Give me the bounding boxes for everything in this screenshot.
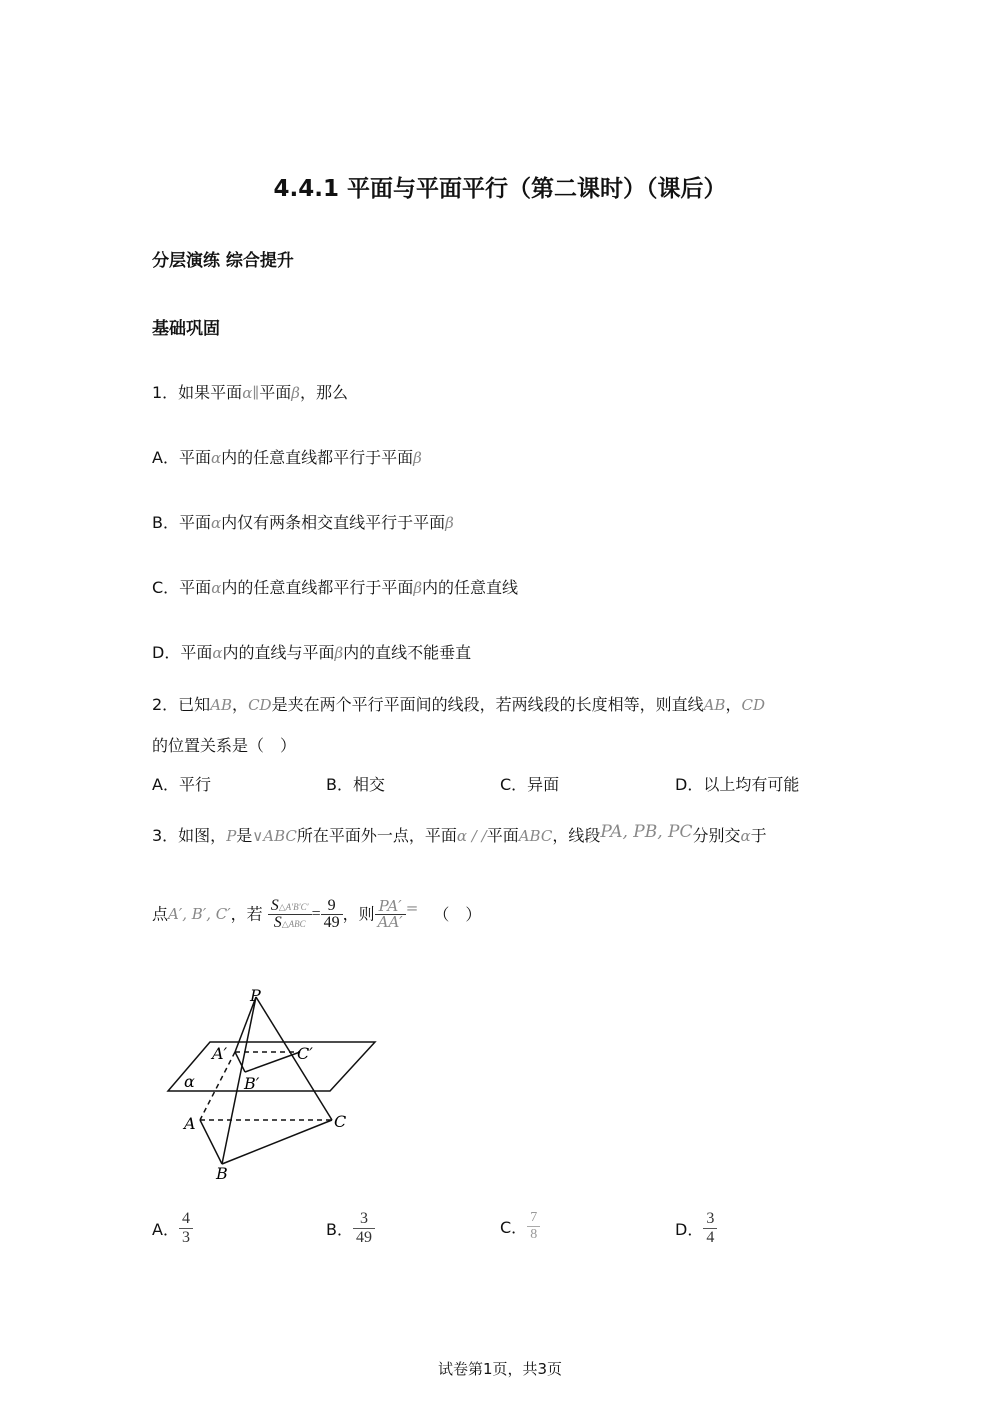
edge-PA-upper	[235, 997, 256, 1052]
label-A-prime: A′	[212, 1044, 228, 1063]
label-P: P	[250, 986, 261, 1005]
question-3-option-d: D． $\frac{3}{4}$	[675, 1210, 717, 1247]
question-3-option-a: A． $\frac{4}{3}$	[152, 1210, 193, 1247]
question-1-option-b: B．平面α内仅有两条相交直线平行于平面β	[152, 513, 454, 532]
question-3-option-c: C． $\frac{7}{8}$	[500, 1210, 540, 1243]
area-ratio-fraction: $\frac{S\triangle A'B'C'}{\text{S△ABC}}$	[268, 898, 312, 931]
plane-alpha-outline	[168, 1042, 375, 1091]
label-C: C	[334, 1112, 347, 1131]
section-heading-basics: 基础巩固	[152, 319, 220, 339]
question-1-option-a: A．平面α内的任意直线都平行于平面β	[152, 448, 422, 467]
label-B-prime: B′	[244, 1074, 260, 1093]
edge-B1C1	[245, 1052, 300, 1072]
page-footer: 试卷第1页，共3页	[437, 1360, 563, 1378]
question-1-stem: 1．如果平面α∥平面β，那么	[152, 383, 348, 402]
edge-AB	[200, 1120, 222, 1164]
question-1-option-d: D．平面α内的直线与平面β内的直线不能垂直	[152, 643, 472, 662]
edge-BC	[222, 1120, 332, 1164]
label-C-prime: C′	[297, 1044, 313, 1063]
question-3-option-b: B． $\frac{3}{49}$	[326, 1210, 375, 1247]
question-2-stem: 2．已知AB，CD是夹在两个平行平面间的线段，若两线段的长度相等，则直线AB，CD	[152, 695, 765, 714]
ratio-value-fraction: $\frac{9}{49}$	[321, 898, 343, 931]
label-B: B	[216, 1164, 228, 1183]
question-2-option-b: B．相交	[326, 775, 385, 794]
question-2-option-a: A．平行	[152, 775, 211, 794]
edge-PC	[256, 997, 332, 1120]
question-2-option-d: D．以上均有可能	[675, 775, 800, 794]
label-alpha: α	[184, 1072, 195, 1091]
question-1-option-c: C．平面α内的任意直线都平行于平面β内的任意直线	[152, 578, 519, 597]
question-2-option-c: C．异面	[500, 775, 560, 794]
question-3-stem: 3．如图，P是∨ABC所在平面外一点，平面α / /平面ABC，线段PA, PB, PC分别交α于	[152, 822, 767, 845]
question-3-stem-line2: 点A′, B′, C′，若 $\frac{S\triangle A'B'C'}{\text{S△ABC}}$ = $\frac{9}{49}$ ，则 $\frac{PA'}{AA'}$ = （ ）	[152, 897, 482, 931]
question-2-stem-line2: 的位置关系是（ ）	[152, 736, 297, 755]
pyramid-plane-figure	[160, 985, 390, 1185]
section-heading-practice: 分层演练 综合提升	[152, 251, 294, 271]
page-title: 4.4.1 平面与平面平行（第二课时）（课后）	[273, 176, 727, 202]
label-A: A	[184, 1114, 196, 1133]
target-fraction: $\frac{PA'}{AA'}$	[375, 899, 406, 930]
